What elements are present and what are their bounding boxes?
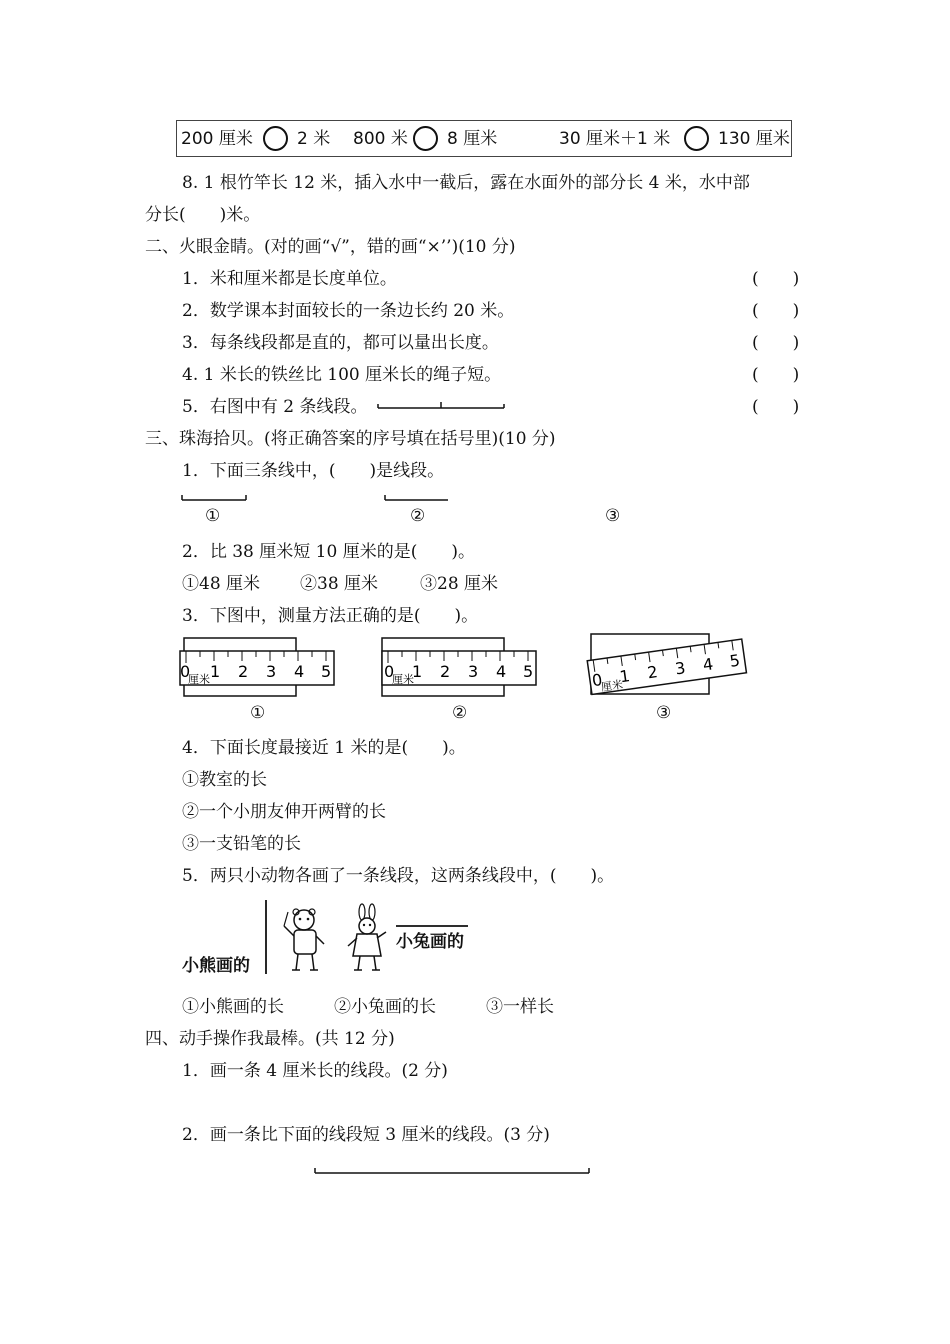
q8-line2: 分长( )米。: [145, 205, 261, 225]
rabbit-icon: [344, 904, 390, 976]
rabbit-label: 小兔画的: [396, 932, 464, 952]
ruler3-num-2: 2: [646, 662, 659, 683]
ruler3-unit: 厘米: [600, 678, 624, 695]
compare-right-1: 2 米: [297, 129, 331, 149]
s2-answer-2[interactable]: ( ): [752, 301, 800, 321]
section4-title: 四、动手操作我最棒。(共 12 分): [145, 1029, 395, 1049]
compare-circle-2[interactable]: [413, 126, 438, 151]
s3-q2-opt-1: ①48 厘米: [182, 574, 261, 594]
s3-q4-opt-1: ①教室的长: [182, 770, 267, 790]
q1-label-2: ②: [410, 506, 426, 526]
s2-item-5: 5．右图中有 2 条线段。: [182, 397, 368, 417]
ruler-figure-2: [380, 636, 540, 700]
segments-figure: [376, 400, 508, 414]
s2-item-1: 1．米和厘米都是长度单位。: [182, 269, 397, 289]
s3-q4-opt-2: ②一个小朋友伸开两臂的长: [182, 802, 386, 822]
s2-item-2: 2．数学课本封面较长的一条边长约 20 米。: [182, 301, 515, 321]
s3-q2-text: 2．比 38 厘米短 10 厘米的是( )。: [182, 542, 475, 562]
ruler1-unit: 厘米: [188, 673, 210, 686]
ruler3-num-1: 1: [618, 666, 632, 687]
ruler2-num-2: 2: [440, 662, 451, 681]
compare-left-1: 200 厘米: [181, 129, 253, 149]
bear-label: 小熊画的: [182, 956, 250, 976]
s2-item-3: 3．每条线段都是直的，都可以量出长度。: [182, 333, 499, 353]
compare-circle-3[interactable]: [684, 126, 709, 151]
given-segment: [313, 1164, 593, 1178]
ruler1-num-1: 1: [210, 662, 221, 681]
compare-circle-1[interactable]: [263, 126, 288, 151]
s3-q4-opt-3: ③一支铅笔的长: [182, 834, 301, 854]
ruler2-num-3: 3: [468, 662, 479, 681]
s2-item-4: 4. 1 米长的铁丝比 100 厘米长的绳子短。: [182, 365, 502, 385]
compare-right-2: 8 厘米: [447, 129, 498, 149]
s3-q5-opt-3: ③一样长: [486, 997, 554, 1017]
ruler1-num-2: 2: [238, 662, 249, 681]
s3-q5-opt-1: ①小熊画的长: [182, 997, 284, 1017]
q1-label-3: ③: [605, 506, 621, 526]
ruler1-num-4: 4: [294, 662, 305, 681]
ruler3-num-4: 4: [701, 654, 715, 675]
ruler2-num-0: 0: [384, 662, 395, 681]
ruler1-num-5: 5: [321, 662, 332, 681]
q3-label-1: ①: [250, 703, 266, 723]
compare-right-3: 130 厘米: [718, 129, 790, 149]
s3-q5-opt-2: ②小兔画的长: [334, 997, 436, 1017]
ruler-figure-3: [585, 628, 755, 700]
ruler2-num-4: 4: [496, 662, 507, 681]
ruler2-num-5: 5: [523, 662, 534, 681]
s4-q1-text: 1．画一条 4 厘米长的线段。(2 分): [182, 1061, 448, 1081]
s2-answer-5[interactable]: ( ): [752, 397, 800, 417]
q1-label-1: ①: [205, 506, 221, 526]
ruler3-num-3: 3: [673, 658, 687, 679]
section3-title: 三、珠海拾贝。(将正确答案的序号填在括号里)(10 分): [145, 429, 556, 449]
compare-left-2: 800 米: [353, 129, 408, 149]
s2-answer-4[interactable]: ( ): [752, 365, 800, 385]
ruler1-num-3: 3: [266, 662, 277, 681]
section2-title: 二、火眼金睛。(对的画“√”，错的画“×’’)(10 分): [145, 237, 516, 257]
ruler2-unit: 厘米: [392, 673, 414, 686]
q3-label-2: ②: [452, 703, 468, 723]
ruler3-num-0: 0: [590, 669, 604, 691]
s3-q1-text: 1．下面三条线中，( )是线段。: [182, 461, 445, 481]
ruler2-num-1: 1: [412, 662, 423, 681]
s3-q5-text: 5．两只小动物各画了一条线段，这两条线段中，( )。: [182, 866, 615, 886]
s2-answer-3[interactable]: ( ): [752, 333, 800, 353]
s4-q2-text: 2．画一条比下面的线段短 3 厘米的线段。(3 分): [182, 1125, 550, 1145]
s3-q4-text: 4．下面长度最接近 1 米的是( )。: [182, 738, 466, 758]
comparison-row: [176, 120, 792, 157]
q8-line1: 8. 1 根竹竿长 12 米，插入水中一截后，露在水面外的部分长 4 米，水中部: [182, 173, 750, 193]
s2-answer-1[interactable]: ( ): [752, 269, 800, 289]
bear-segment: [260, 898, 272, 978]
rabbit-segment: [394, 920, 470, 930]
ruler3-num-5: 5: [728, 650, 742, 671]
ruler1-num-0: 0: [180, 662, 191, 681]
s3-q2-opt-2: ②38 厘米: [300, 574, 379, 594]
compare-left-3: 30 厘米＋1 米: [559, 129, 671, 149]
q1-lines-figure: [180, 492, 450, 504]
ruler-figure-1: [178, 636, 338, 700]
bear-icon: [282, 908, 334, 976]
s3-q2-opt-3: ③28 厘米: [420, 574, 499, 594]
s3-q3-text: 3．下图中，测量方法正确的是( )。: [182, 606, 479, 626]
q3-label-3: ③: [656, 703, 672, 723]
